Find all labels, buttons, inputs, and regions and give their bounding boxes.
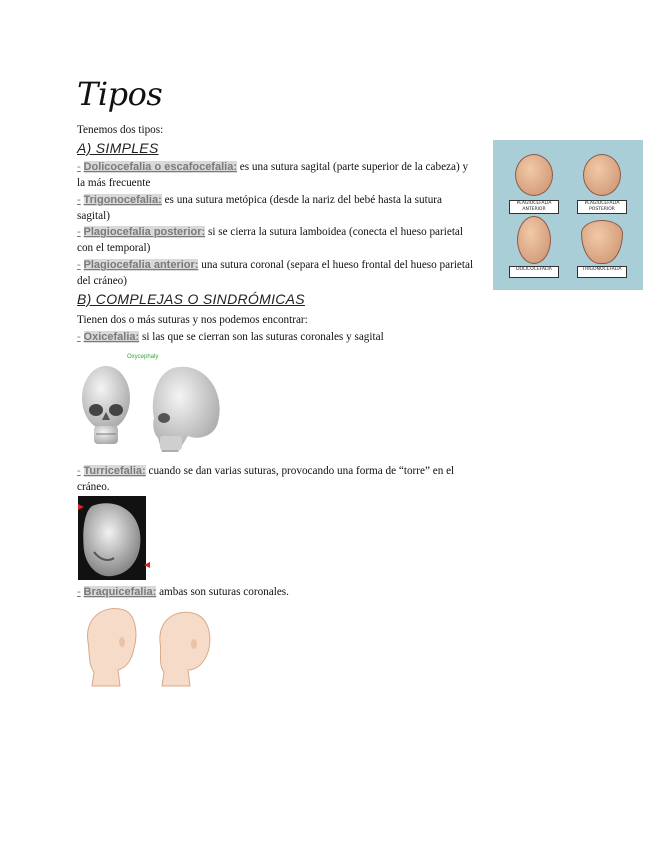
intro-text: Tenemos dos tipos:	[77, 124, 164, 136]
oxycephaly-caption: Oxycephaly	[127, 354, 159, 360]
desc-trigonocefalia: es una sutura metópica (desde la nariz del bebé hasta la sutura sagital)	[77, 194, 442, 222]
term-braquicefalia: Braquicefalia:	[83, 586, 157, 598]
dash: -	[77, 194, 81, 206]
skull-top-view	[583, 154, 621, 196]
craniosynostosis-diagram	[493, 140, 643, 290]
desc-plagiocefalia-posterior: si se cierra la sutura lamboidea (conecta el hueso parietal con el temporal)	[77, 226, 464, 254]
desc-plagiocefalia-anterior: una sutura coronal (separa el hueso frontal del hueso parietal del cráneo)	[77, 259, 474, 287]
term-turricefalia: Turricefalia:	[83, 465, 146, 477]
item-dolicocefalia	[77, 159, 477, 191]
term-dolicocefalia: Dolicocefalia o escafocefalia:	[83, 161, 237, 173]
desc-turricefalia: cuando se dan varias suturas, provocando una forma de “torre” en el cráneo.	[77, 465, 455, 493]
dash: -	[77, 161, 81, 173]
dash: -	[77, 465, 81, 477]
skull-top-view	[515, 154, 553, 196]
dash: -	[77, 226, 81, 238]
dash: -	[77, 586, 81, 598]
item-turricefalia	[77, 463, 477, 495]
item-braquicefalia	[77, 584, 477, 600]
diagram-label-dolicocefalia: DOLICOCEFALIA	[509, 266, 559, 278]
section-b-intro: Tienen dos o más suturas y nos podemos encontrar:	[77, 314, 308, 326]
oxycephaly-skull-figure	[78, 360, 228, 460]
dash: -	[77, 331, 81, 343]
item-plagiocefalia-posterior	[77, 224, 477, 256]
item-oxicefalia	[77, 329, 477, 345]
section-b-heading: B) COMPLEJAS O SINDRÓMICAS	[77, 291, 305, 307]
desc-dolicocefalia: es una sutura sagital (parte superior de la cabeza) y la más frecuente	[77, 161, 469, 189]
skull-top-view	[517, 216, 551, 264]
item-plagiocefalia-anterior	[77, 257, 477, 289]
diagram-label-plagio-anterior: PLAGIOCEFALIA ANTERIOR	[509, 200, 559, 214]
desc-braquicefalia: ambas son suturas coronales.	[156, 586, 289, 598]
term-trigonocefalia: Trigonocefalia:	[83, 194, 162, 206]
term-oxicefalia: Oxicefalia:	[83, 331, 140, 343]
page-title: Tipos	[77, 75, 163, 113]
dash: -	[77, 259, 81, 271]
skull-top-view	[581, 220, 623, 264]
item-trigonocefalia	[77, 192, 477, 224]
brachycephaly-heads-figure	[78, 602, 218, 688]
diagram-label-trigonocefalia: TRIGONOCEFALIA	[577, 266, 627, 278]
turricephaly-ct-image	[78, 496, 150, 580]
term-plagiocefalia-anterior: Plagiocefalia anterior:	[83, 259, 199, 271]
section-a-heading: A) SIMPLES	[77, 140, 159, 156]
diagram-label-plagio-posterior: PLAGIOCEFALIA POSTERIOR	[577, 200, 627, 214]
desc-oxicefalia: si las que se cierran son las suturas coronales y sagital	[139, 331, 384, 343]
term-plagiocefalia-posterior: Plagiocefalia posterior:	[83, 226, 206, 238]
